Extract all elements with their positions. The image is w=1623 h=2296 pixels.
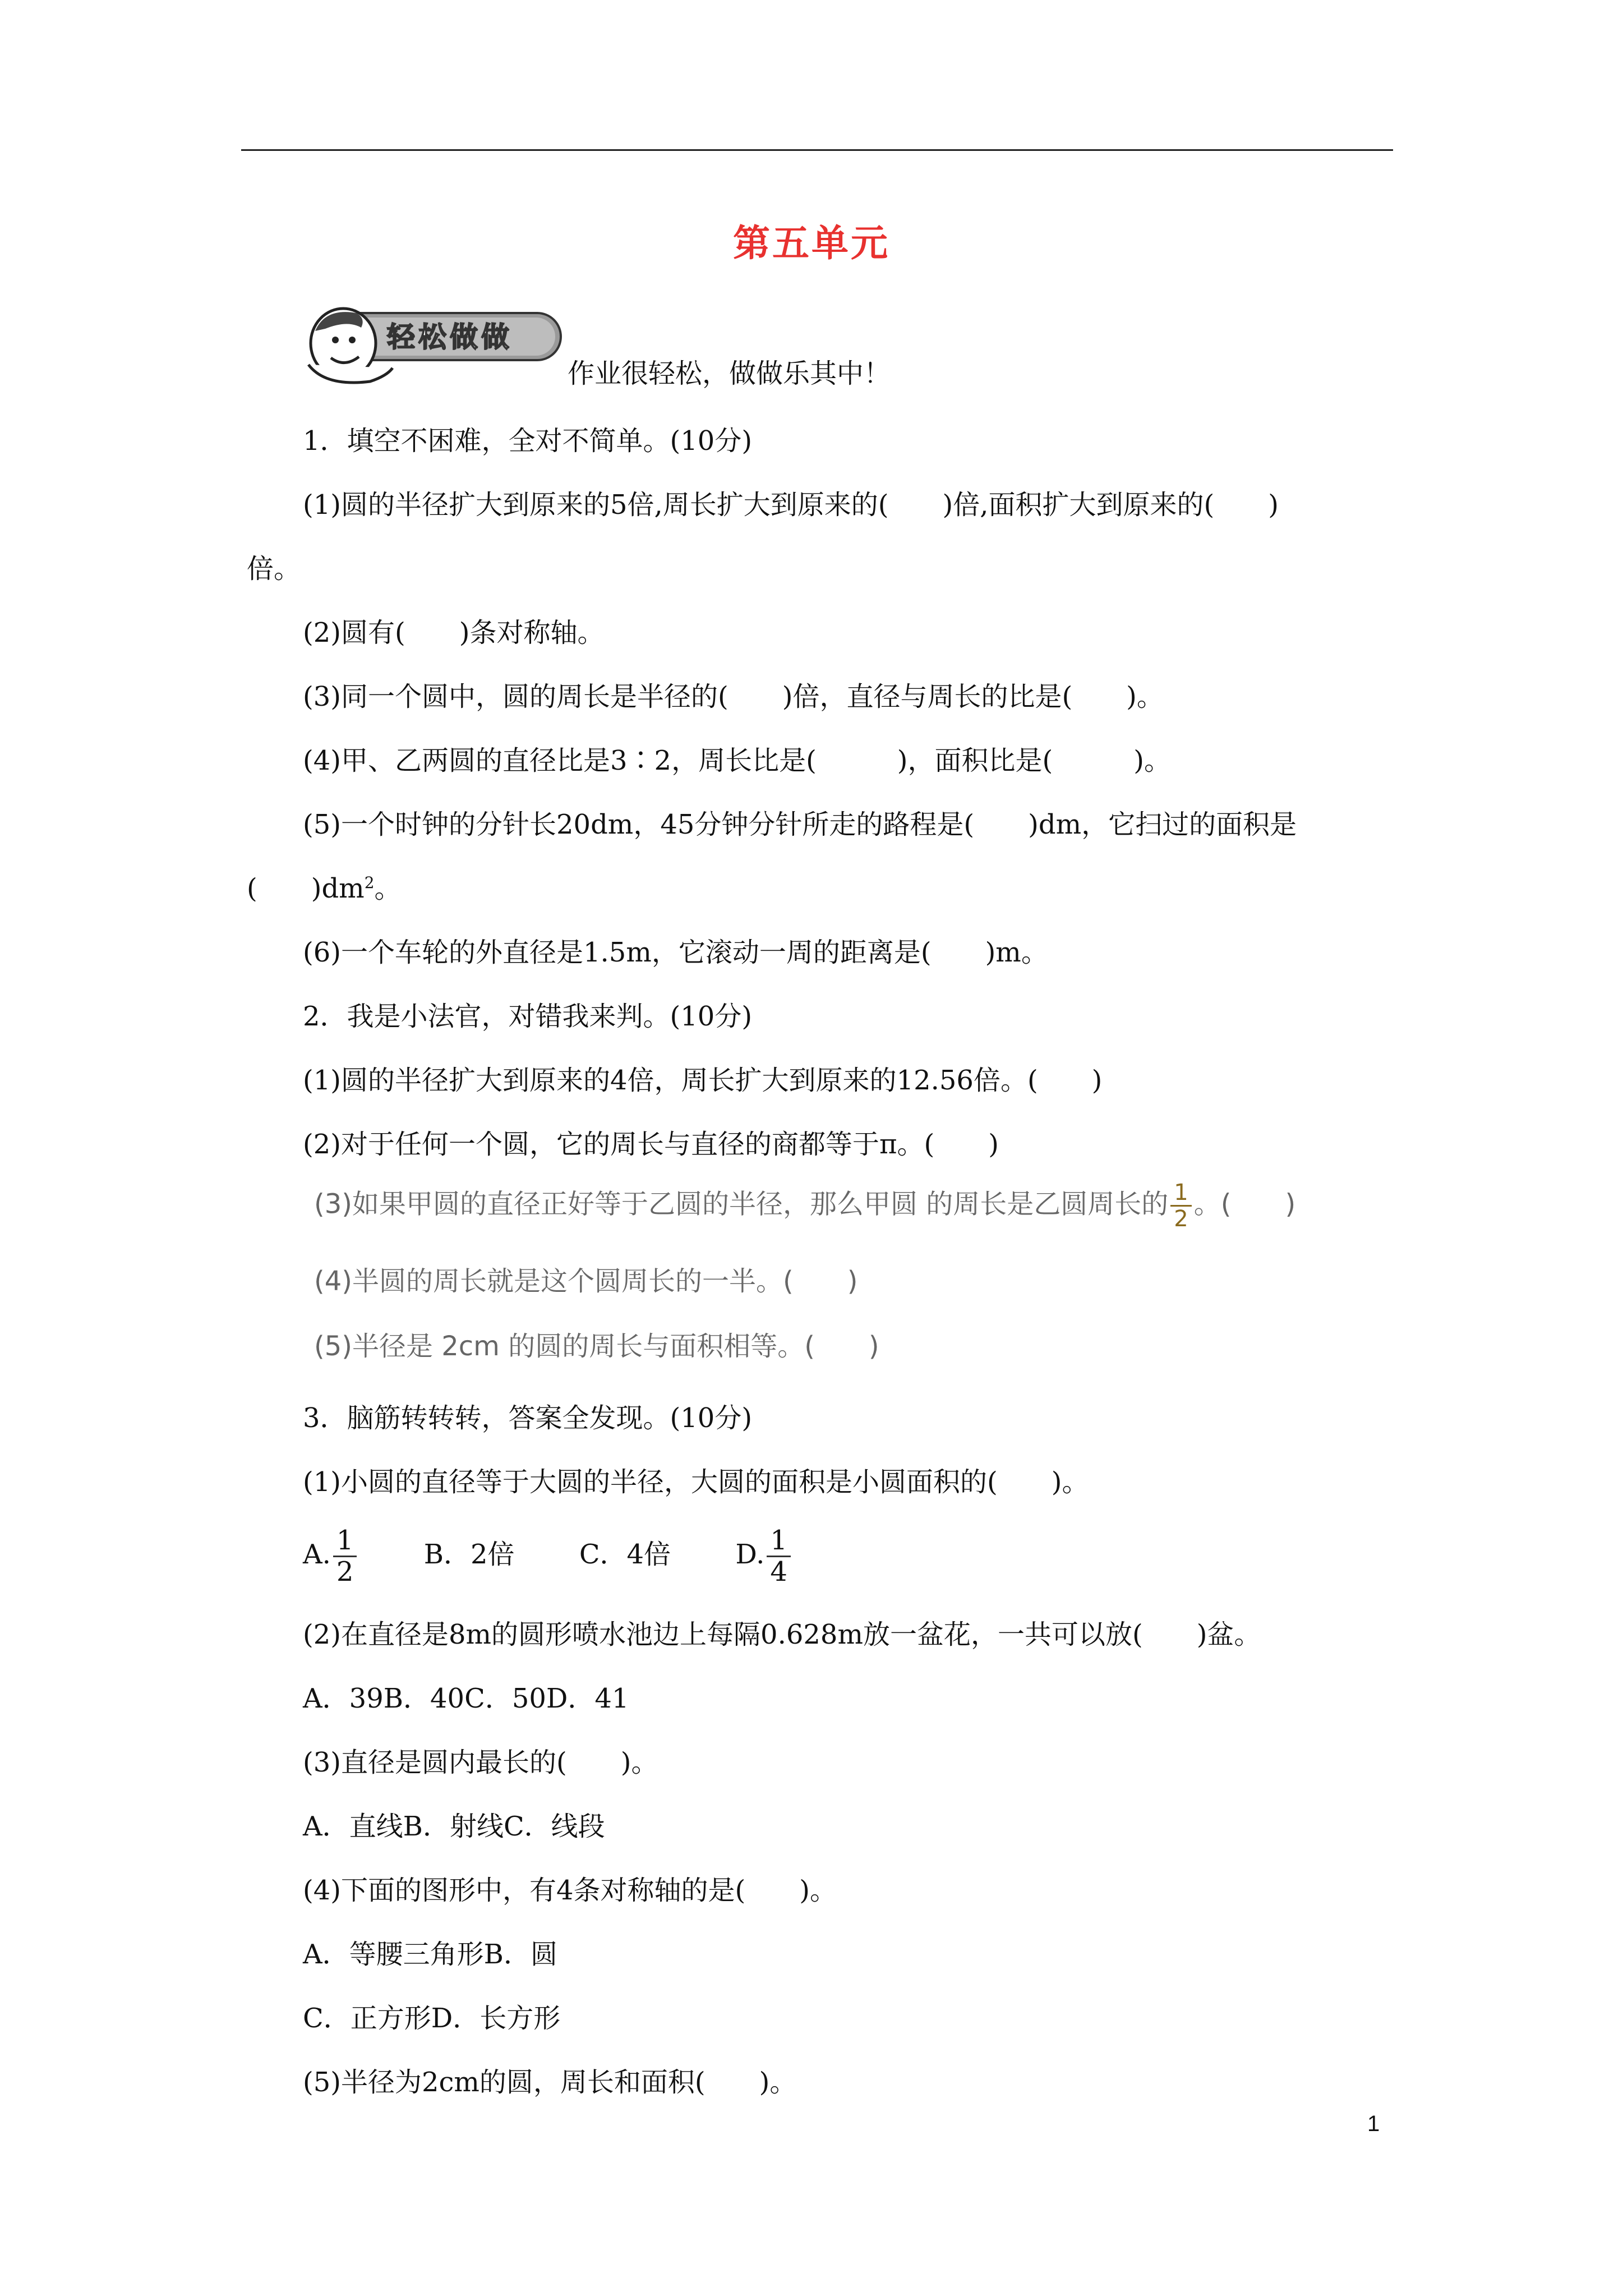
badge-tagline: 作业很轻松，做做乐其中！ xyxy=(568,358,891,389)
s1-q4: (4)甲、乙两圆的直径比是3∶2，周长比是( )，面积比是( )。 xyxy=(303,745,1171,776)
s3-q1-d-denominator: 4 xyxy=(770,1556,787,1588)
page-number: 1 xyxy=(1367,2111,1380,2136)
s2-q4: (4)半圆的周长就是这个圆周长的一半。( ) xyxy=(314,1266,858,1297)
s3-q4-options-line2: C．正方形D．长方形 xyxy=(303,2003,561,2034)
s3-q1-d-numerator: 1 xyxy=(767,1526,791,1557)
section2-heading: 2．我是小法官，对错我来判。(10分) xyxy=(303,1001,753,1032)
s3-q3-options: A．直线B．射线C．线段 xyxy=(303,1811,605,1842)
s3-q1-option-c: C．4倍 xyxy=(579,1538,671,1570)
s3-q1-options xyxy=(303,1526,793,1587)
s3-q1-a-denominator: 2 xyxy=(336,1556,354,1588)
s1-q5-line1: (5)一个时钟的分针长20dm，45分钟分针所走的路程是( )dm，它扫过的面积是 xyxy=(303,809,1297,840)
s2-q5: (5)半径是 2cm 的圆的周长与面积相等。( ) xyxy=(314,1331,879,1362)
s2-q3 xyxy=(314,1180,1295,1231)
s3-q1: (1)小圆的直径等于大圆的半径，大圆的面积是小圆面积的( )。 xyxy=(303,1466,1089,1498)
s1-q1-line1: (1)圆的半径扩大到原来的5倍,周长扩大到原来的( )倍,面积扩大到原来的( ) xyxy=(303,489,1279,521)
s1-q5-line2-text: ( )dm xyxy=(247,873,365,904)
s3-q2: (2)在直径是8m的圆形喷水池边上每隔0.628m放一盆花，一共可以放( )盆。 xyxy=(303,1619,1261,1650)
page-title: 第五单元 xyxy=(733,222,890,265)
s3-q1-option-d: D. xyxy=(735,1538,765,1570)
s2-q3-end: 。( ) xyxy=(1193,1188,1296,1220)
s3-q4: (4)下面的图形中，有4条对称轴的是( )。 xyxy=(303,1875,837,1906)
s3-q1-a-numerator: 1 xyxy=(333,1526,357,1557)
s1-q5-superscript: 2 xyxy=(364,873,375,892)
s1-q5-line2-end: 。 xyxy=(374,873,402,904)
s3-q1-option-a-fraction xyxy=(333,1526,357,1587)
badge-cartoon-logo xyxy=(303,303,566,387)
s3-q5: (5)半径为2cm的圆，周长和面积( )。 xyxy=(303,2067,797,2098)
s2-q3-denominator: 2 xyxy=(1174,1206,1188,1232)
s1-q6: (6)一个车轮的外直径是1.5m，它滚动一周的距离是( )m。 xyxy=(303,937,1048,968)
s2-q3-fraction xyxy=(1170,1180,1191,1231)
s2-q2: (2)对于任何一个圆，它的周长与直径的商都等于π。( ) xyxy=(303,1129,999,1160)
s2-q3-text: (3)如果甲圆的直径正好等于乙圆的半径，那么甲圆 的周长是乙圆周长的 xyxy=(314,1188,1169,1220)
s3-q4-options-line1: A．等腰三角形B．圆 xyxy=(303,1939,557,1970)
section3-heading: 3．脑筋转转转，答案全发现。(10分) xyxy=(303,1402,753,1434)
section1-heading: 1．填空不困难，全对不简单。(10分) xyxy=(303,425,753,457)
s2-q1: (1)圆的半径扩大到原来的4倍，周长扩大到原来的12.56倍。( ) xyxy=(303,1065,1103,1096)
s1-q3: (3)同一个圆中，圆的周长是半径的( )倍，直径与周长的比是( )。 xyxy=(303,681,1164,712)
s1-q5-line2 xyxy=(247,872,402,905)
s3-q1-option-b: B．2倍 xyxy=(423,1538,515,1570)
s3-q1-option-d-fraction xyxy=(767,1526,791,1587)
s2-q3-numerator: 1 xyxy=(1170,1180,1191,1207)
s3-q2-options: A．39B．40C．50D．41 xyxy=(303,1683,629,1714)
header-rule xyxy=(241,149,1393,151)
s1-q1-line2: 倍。 xyxy=(247,553,301,585)
s1-q2: (2)圆有( )条对称轴。 xyxy=(303,617,605,648)
s3-q1-option-a: A. xyxy=(303,1538,331,1570)
s3-q3: (3)直径是圆内最长的( )。 xyxy=(303,1747,658,1778)
badge-label: 轻松做做 xyxy=(387,321,513,353)
